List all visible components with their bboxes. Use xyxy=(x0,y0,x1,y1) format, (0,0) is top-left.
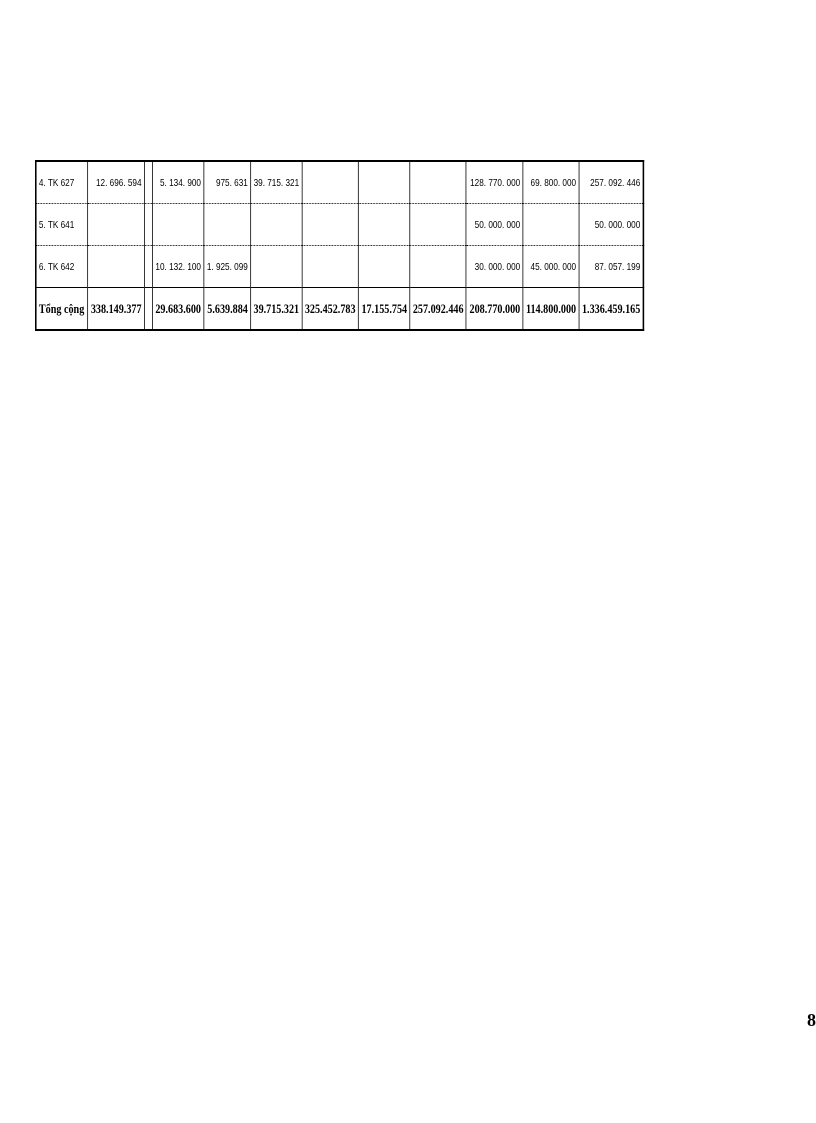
table-cell xyxy=(204,204,251,246)
total-cell xyxy=(144,288,152,331)
total-label: Tổng cộng xyxy=(36,288,88,331)
table-row xyxy=(36,204,644,246)
table-cell: 50. 000. 000 xyxy=(579,204,644,246)
total-cell: 114.800.000 xyxy=(523,288,579,331)
table-cell: 257. 092. 446 xyxy=(579,161,644,204)
total-cell: 257.092.446 xyxy=(410,288,466,331)
table-cell: 1. 925. 099 xyxy=(204,246,251,288)
total-cell: 17.155.754 xyxy=(358,288,410,331)
table-cell xyxy=(88,204,144,246)
total-cell: 325.452.783 xyxy=(302,288,358,331)
table-cell: 50. 000. 000 xyxy=(466,204,523,246)
table-cell xyxy=(144,204,152,246)
row-label: 5. TK 641 xyxy=(36,204,88,246)
total-cell: 1.336.459.165 xyxy=(579,288,644,331)
page-number: 8 xyxy=(807,1010,816,1030)
total-cell: 29.683.600 xyxy=(152,288,204,331)
table-cell xyxy=(251,246,302,288)
table-cell: 10. 132. 100 xyxy=(152,246,204,288)
table-cell xyxy=(152,204,204,246)
row-label: 4. TK 627 xyxy=(36,161,88,204)
table-row xyxy=(36,246,644,288)
table-cell xyxy=(523,204,579,246)
total-row xyxy=(36,288,644,331)
total-cell: 338.149.377 xyxy=(88,288,144,331)
table-cell xyxy=(358,246,410,288)
table-cell xyxy=(302,204,358,246)
table-cell xyxy=(302,246,358,288)
table-cell: 12. 696. 594 xyxy=(88,161,144,204)
table-cell: 5. 134. 900 xyxy=(152,161,204,204)
table-row xyxy=(36,161,644,204)
table-cell xyxy=(410,204,466,246)
table-cell xyxy=(88,246,144,288)
table-cell: 87. 057. 199 xyxy=(579,246,644,288)
table-cell xyxy=(358,161,410,204)
table-cell xyxy=(144,161,152,204)
table-cell: 975. 631 xyxy=(204,161,251,204)
table-cell: 128. 770. 000 xyxy=(466,161,523,204)
table-cell: 39. 715. 321 xyxy=(251,161,302,204)
table-cell xyxy=(251,204,302,246)
table-cell: 69. 800. 000 xyxy=(523,161,579,204)
row-label: 6. TK 642 xyxy=(36,246,88,288)
table-cell: 30. 000. 000 xyxy=(466,246,523,288)
total-cell: 39.715.321 xyxy=(251,288,302,331)
total-cell: 208.770.000 xyxy=(466,288,523,331)
summary-table xyxy=(35,160,644,331)
table-cell xyxy=(144,246,152,288)
table-cell xyxy=(358,204,410,246)
table-cell: 45. 000. 000 xyxy=(523,246,579,288)
table-cell xyxy=(302,161,358,204)
table-cell xyxy=(410,161,466,204)
table-cell xyxy=(410,246,466,288)
total-cell: 5.639.884 xyxy=(204,288,251,331)
